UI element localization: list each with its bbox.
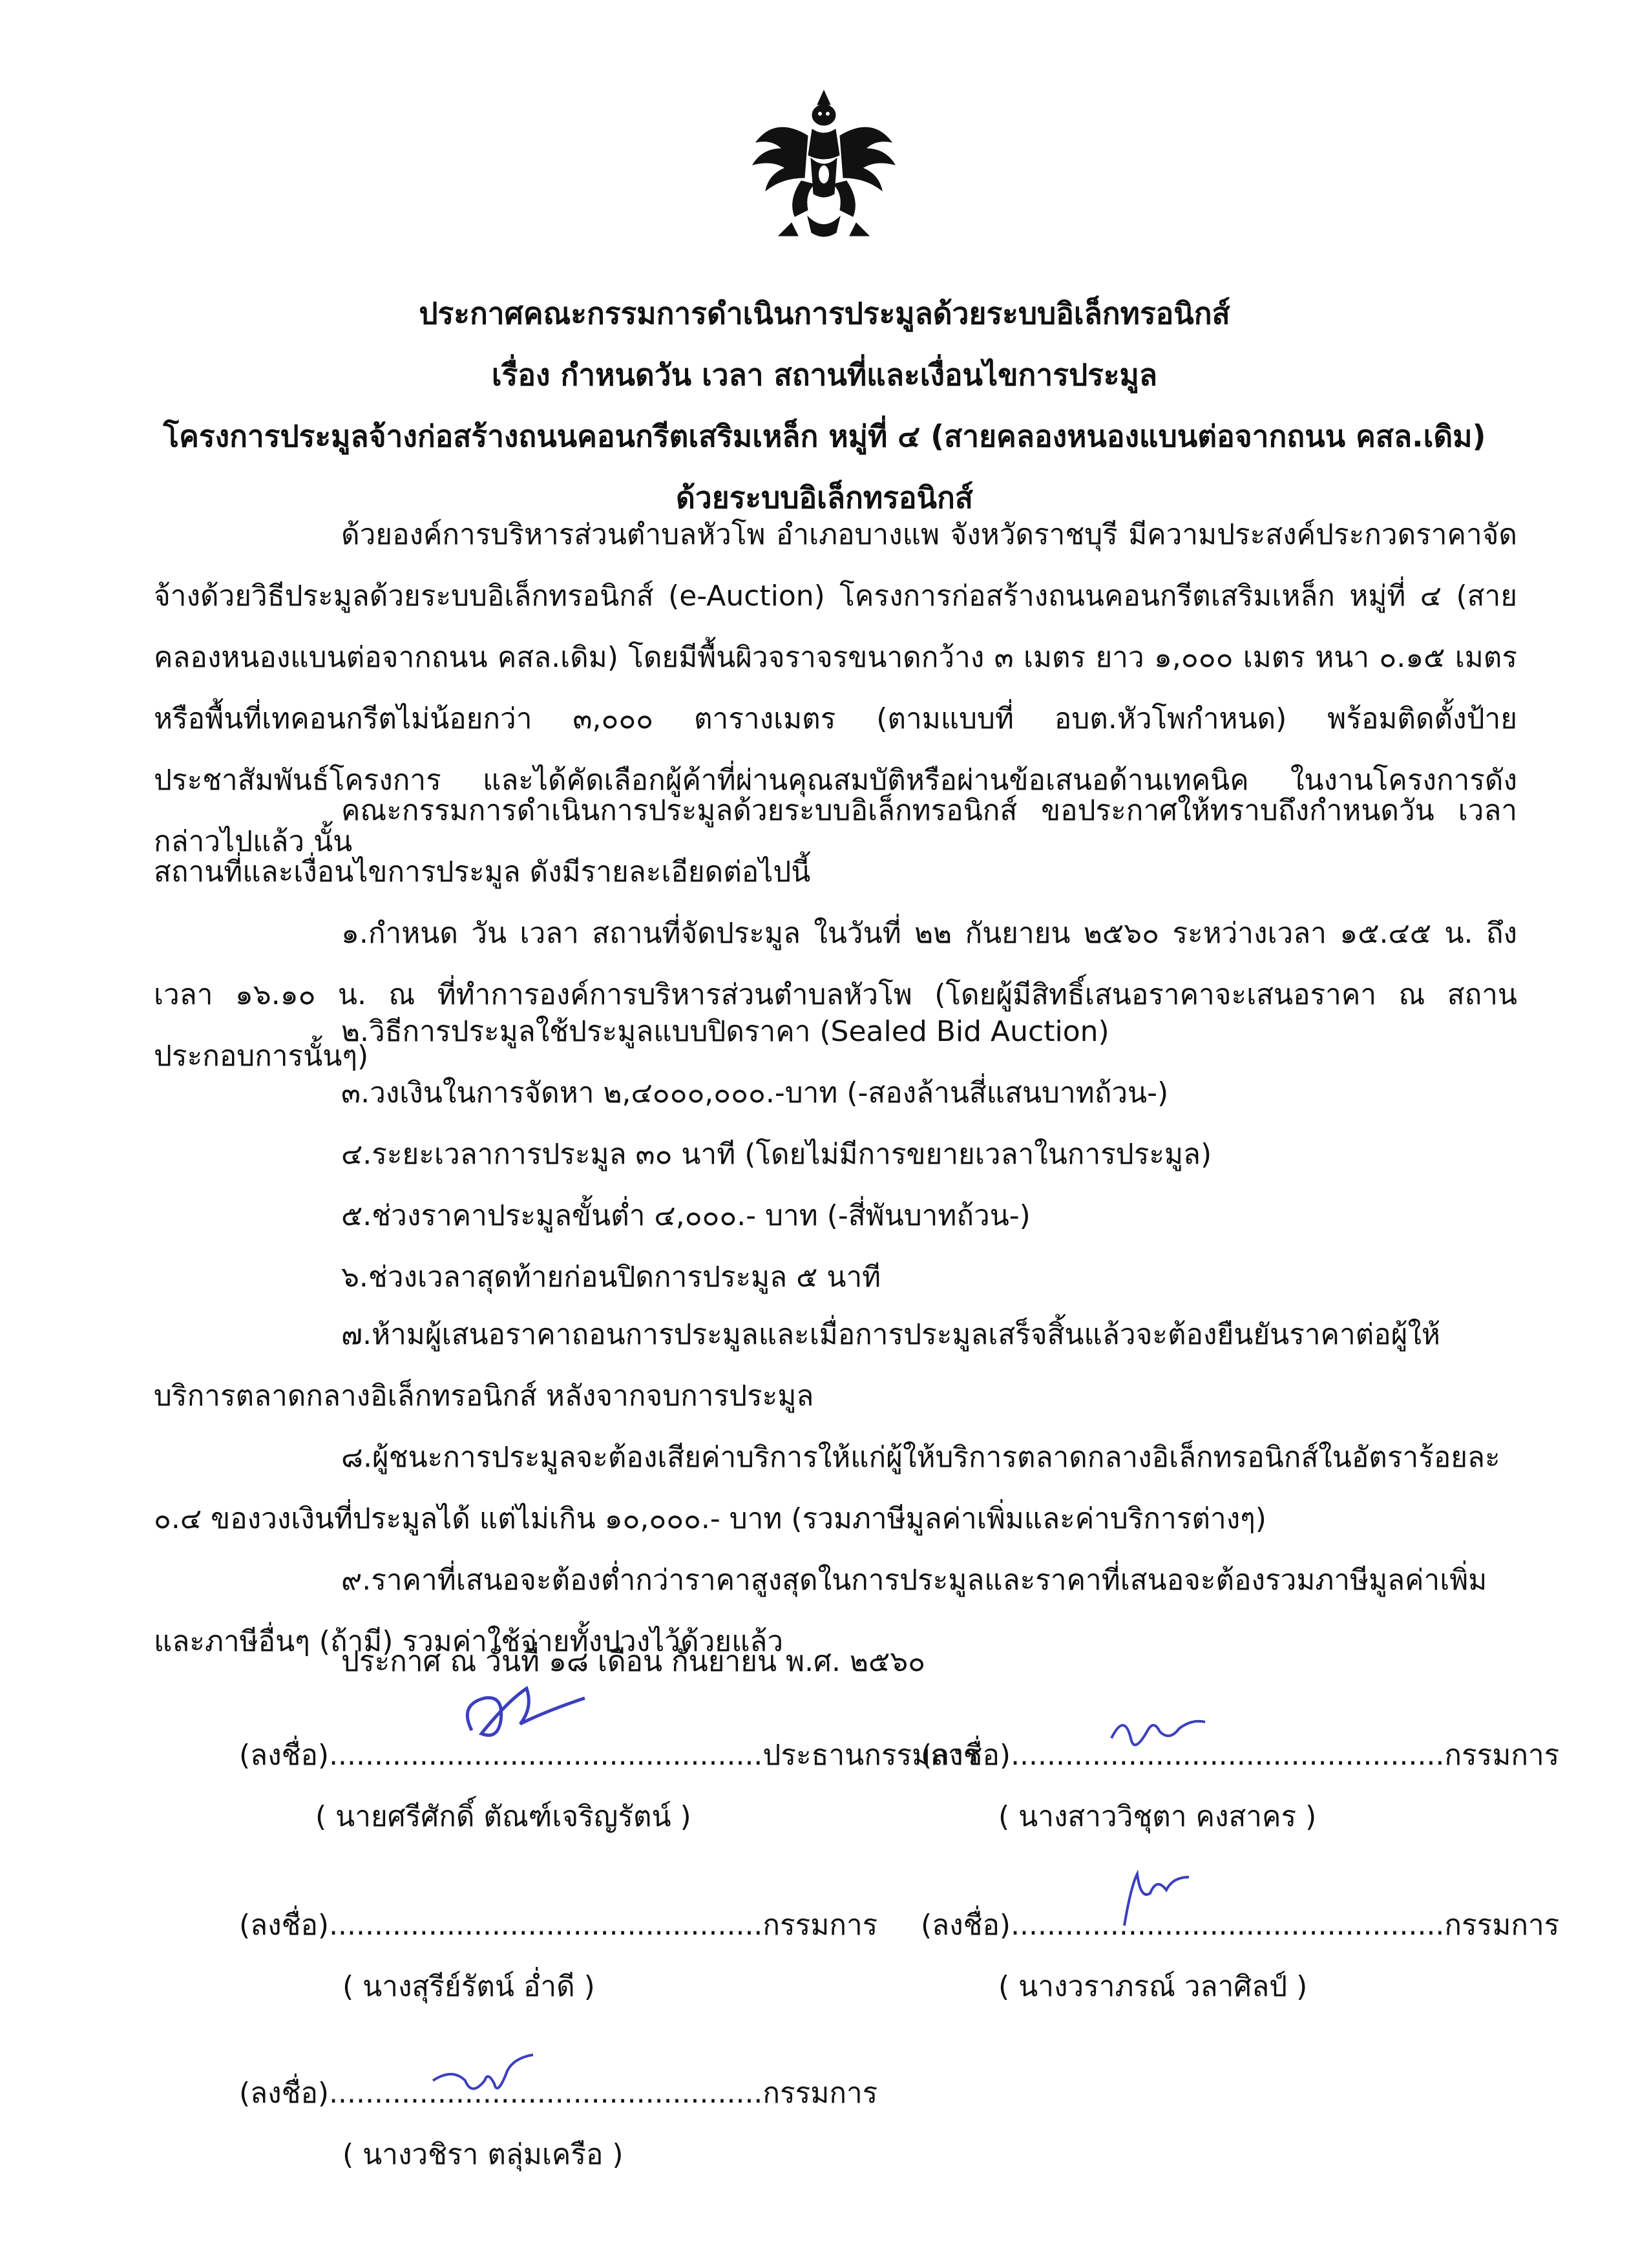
signature-line-1: (ลงชื่อ)................................................ประธานกรรมการ	[239, 1739, 980, 1772]
title-line-1: ประกาศคณะกรรมการดำเนินการประมูลด้วยระบบอิเล็กทรอนิกส์	[419, 296, 1230, 331]
title-line-2: เรื่อง กำหนดวัน เวลา สถานที่และเงื่อนไขการประมูล	[491, 357, 1158, 392]
paragraph-notice: คณะกรรมการดำเนินการประมูลด้วยระบบอิเล็กทรอนิกส์ ขอประกาศให้ทราบถึงกำหนดวัน เวลา สถานที่และเงื่อนไขการประมูล ดังมีรายละเอียดต่อไปนี้	[154, 794, 1517, 888]
announce-date: ประกาศ ณ วันที่ ๑๘ เดือน กันยายน พ.ศ. ๒๕๖๐	[341, 1645, 926, 1678]
list-item-1: ๑.กำหนด วัน เวลา สถานที่จัดประมูล ในวันที่ ๒๒ กันยายน ๒๕๖๐ ระหว่างเวลา ๑๕.๔๕ น. ถึงเวลา ๑๖.๑๐ น. ณ ที่ทำการองค์การบริหารส่วนตำบลหัวโพ (โดยผู้มีสิทธิ์เสนอราคาจะเสนอราคา ณ สถานประกอบการนั้นๆ)	[154, 917, 1517, 1073]
title-line-4: ด้วยระบบอิเล็กทรอนิกส์	[676, 480, 973, 515]
list-item-7: ๗.ห้ามผู้เสนอราคาถอนการประมูลและเมื่อการประมูลเสร็จสิ้นแล้วจะต้องยืนยันราคาต่อผู้ให้บริการตลาดกลางอิเล็กทรอนิกส์ หลังจากจบการประมูล	[154, 1318, 1440, 1412]
list-item-5: ๕.ช่วงราคาประมูลขั้นต่ำ ๔,๐๐๐.- บาท (-สี่พันบาทถ้วน-)	[341, 1199, 1031, 1232]
signature-name-5: ( นางวชิรา ตลุ่มเครือ )	[342, 2138, 624, 2171]
signature-line-4: (ลงชื่อ)................................................กรรมการ	[921, 1909, 1560, 1942]
signature-name-2: ( นางสาววิชุตา คงสาคร )	[998, 1800, 1317, 1833]
signature-line-3: (ลงชื่อ)................................................กรรมการ	[239, 1909, 878, 1942]
signature-name-3: ( นางสุรีย์รัตน์ อ่ำดี )	[342, 1970, 595, 2003]
signature-line-2: (ลงชื่อ)................................................กรรมการ	[921, 1739, 1560, 1772]
list-item-3: ๓.วงเงินในการจัดหา ๒,๔๐๐๐,๐๐๐.-บาท (-สองล้านสี่แสนบาทถ้วน-)	[341, 1076, 1169, 1109]
signature-line-5: (ลงชื่อ)................................................กรรมการ	[239, 2077, 878, 2110]
signature-name-4: ( นางวราภรณ์ วลาศิลป์ )	[998, 1970, 1308, 2003]
list-item-8: ๘.ผู้ชนะการประมูลจะต้องเสียค่าบริการให้แก่ผู้ให้บริการตลาดกลางอิเล็กทรอนิกส์ในอัตราร้อยละ ๐.๔ ของวงเงินที่ประมูลได้ แต่ไม่เกิน ๑๐,๐๐๐.- บาท (รวมภาษีมูลค่าเพิ่มและค่าบริการต่างๆ)	[154, 1441, 1500, 1535]
list-item-2: ๒.วิธีการประมูลใช้ประมูลแบบปิดราคา (Sealed Bid Auction)	[341, 1015, 1109, 1048]
list-item-6: ๖.ช่วงเวลาสุดท้ายก่อนปิดการประมูล ๕ นาที	[341, 1261, 881, 1294]
garuda-emblem-icon	[743, 84, 905, 246]
list-item-4: ๔.ระยะเวลาการประมูล ๓๐ นาที (โดยไม่มีการขยายเวลาในการประมูล)	[341, 1138, 1212, 1171]
paragraph-intro: ด้วยองค์การบริหารส่วนตำบลหัวโพ อำเภอบางแพ จังหวัดราชบุรี มีความประสงค์ประกวดราคาจัดจ้างด้วยวิธีประมูลด้วยระบบอิเล็กทรอนิกส์ (e-Auction) โครงการก่อสร้างถนนคอนกรีตเสริมเหล็ก หมู่ที่ ๔ (สายคลองหนองแบนต่อจากถนน คสล.เดิม) โดยมีพื้นผิวจราจรขนาดกว้าง ๓ เมตร ยาว ๑,๐๐๐ เมตร หนา ๐.๑๕ เมตร หรือพื้นที่เทคอนกรีตไม่น้อยกว่า ๓,๐๐๐ ตารางเมตร (ตามแบบที่ อบต.หัวโพกำหนด) พร้อมติดตั้งป้ายประชาสัมพันธ์โครงการ และได้คัดเลือกผู้ค้าที่ผ่านคุณสมบัติหรือผ่านข้อเสนอด้านเทคนิค ในงานโครงการดังกล่าวไปแล้ว นั้น	[154, 518, 1517, 858]
signature-name-1: ( นายศรีศักดิ์ ตัณฑ์เจริญรัตน์ )	[315, 1800, 691, 1833]
title-line-3: โครงการประมูลจ้างก่อสร้างถนนคอนกรีตเสริมเหล็ก หมู่ที่ ๔ (สายคลองหนองแบนต่อจากถนน คสล.เดิม)	[163, 419, 1486, 454]
list-item-9: ๙.ราคาที่เสนอจะต้องต่ำกว่าราคาสูงสุดในการประมูลและราคาที่เสนอจะต้องรวมภาษีมูลค่าเพิ่มและภาษีอื่นๆ (ถ้ามี) รวมค่าใช้จ่ายทั้งปวงไว้ด้วยแล้ว	[154, 1564, 1487, 1658]
